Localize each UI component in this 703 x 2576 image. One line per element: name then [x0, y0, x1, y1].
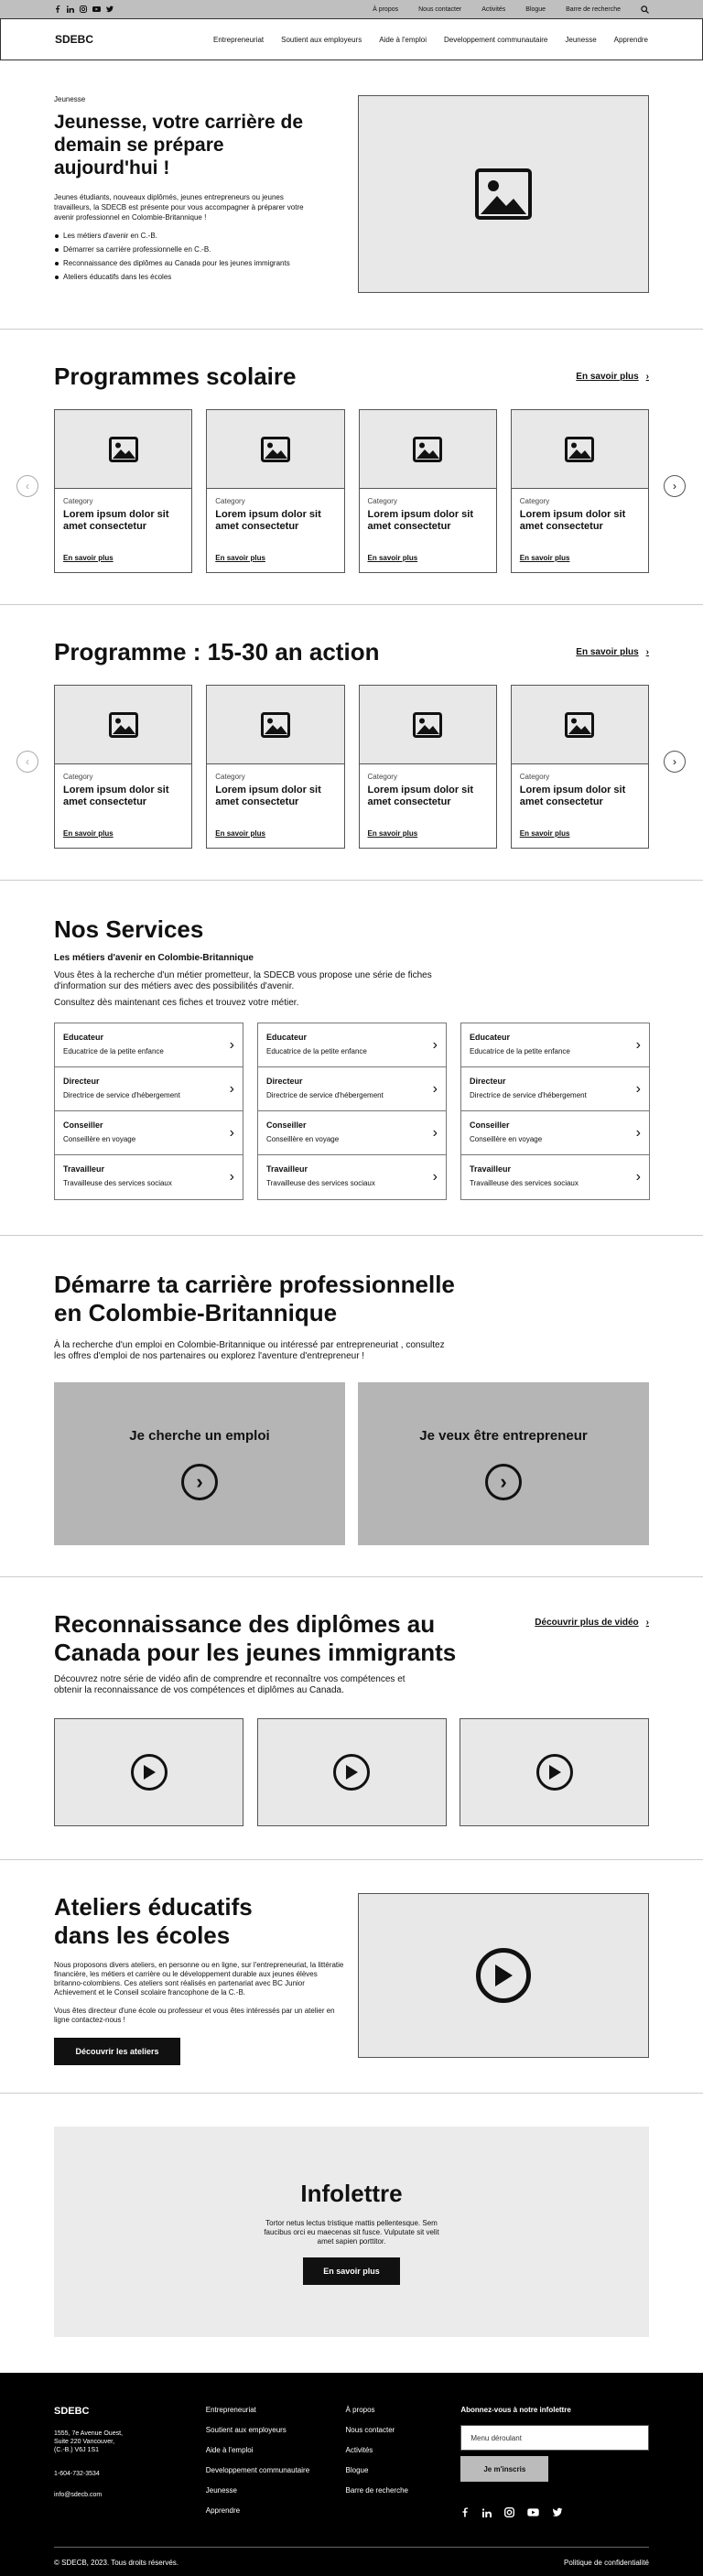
- arrow-right-circle-icon: ›: [181, 1464, 218, 1500]
- card-title: Lorem ipsum dolor sit amet consectetur: [215, 785, 321, 807]
- copyright: © SDECB, 2023. Tous droits réservés.: [54, 2559, 179, 2567]
- play-icon: [476, 1948, 531, 2003]
- nav-link-employeurs[interactable]: Soutient aux employeurs: [281, 35, 362, 44]
- util-link-contact[interactable]: Nous contacter: [418, 5, 462, 13]
- image-icon: [109, 437, 138, 462]
- nav-link-jeunesse[interactable]: Jeunesse: [565, 35, 597, 44]
- list-item: Les métiers d'avenir en C.-B.: [54, 232, 319, 240]
- social-links: [54, 5, 114, 13]
- footer-link[interactable]: Apprendre: [205, 2506, 241, 2515]
- more-label: En savoir plus: [576, 372, 639, 382]
- services-text: Vous êtes à la recherche d'un métier prometteur, la SDECB vous propose une série de fiches d'information sur des métiers avec des possibilités d'avenir.: [54, 970, 432, 991]
- service-item[interactable]: Educateur Educatrice de la petite enfance ›: [461, 1023, 649, 1067]
- video-thumbnail[interactable]: [54, 1718, 243, 1826]
- image-icon: [413, 712, 442, 738]
- card-link[interactable]: En savoir plus: [519, 829, 570, 838]
- card-category: Category: [519, 773, 550, 781]
- linkedin-icon[interactable]: [67, 5, 74, 13]
- chevron-right-icon: ›: [229, 1080, 234, 1097]
- card-link[interactable]: En savoir plus: [63, 554, 114, 562]
- services-column: [460, 1023, 650, 1200]
- footer-link[interactable]: Activités: [345, 2446, 373, 2454]
- hero-bullets: [54, 232, 319, 281]
- service-item[interactable]: Travailleur Travailleuse des services sociaux ›: [470, 1164, 641, 1187]
- card-title: Lorem ipsum dolor sit amet consectetur: [519, 785, 626, 807]
- chevron-right-icon: ›: [635, 1124, 641, 1141]
- programs2-cards: [0, 685, 703, 849]
- program-card[interactable]: [359, 685, 497, 849]
- util-link-activities[interactable]: Activités: [481, 5, 506, 13]
- program-card[interactable]: [511, 685, 649, 849]
- play-icon: [333, 1754, 370, 1791]
- nav-link-apprendre[interactable]: Apprendre: [613, 35, 648, 44]
- card-image: [207, 686, 343, 764]
- workshops-title: Ateliers éducatifs dans les écoles: [54, 1893, 253, 1949]
- entrepreneur-box[interactable]: [358, 1382, 649, 1545]
- card-link[interactable]: En savoir plus: [367, 554, 418, 562]
- image-icon: [413, 437, 442, 462]
- chevron-right-icon: ›: [645, 372, 649, 382]
- card-image: [360, 686, 496, 764]
- nav-link-communautaire[interactable]: Developpement communautaire: [443, 35, 548, 44]
- footer-column: [346, 2400, 461, 2521]
- programs2-more-link[interactable]: [576, 647, 649, 657]
- utility-bar: [0, 0, 703, 18]
- facebook-icon[interactable]: [54, 5, 61, 13]
- newsletter-text: Tortor netus lectus tristique mattis pellentesque. Sem faucibus orci eu maecenas sit fusce. Vulputate sit velit amet sapien porttitor.: [264, 2218, 439, 2246]
- career-title: Démarre ta carrière professionnelle en Colombie-Britannique: [54, 1271, 455, 1326]
- card-image: [360, 410, 496, 489]
- footer-column: [206, 2400, 346, 2521]
- card-link[interactable]: En savoir plus: [215, 554, 265, 562]
- chevron-right-icon: ›: [432, 1124, 438, 1141]
- chevron-right-icon: ›: [229, 1169, 234, 1185]
- diplomas-text: Découvrez notre série de vidéo afin de comprendre et reconnaître vos compétences et obtenir la reconnaissance de vos compétences et diplômes au Canada.: [54, 1674, 406, 1695]
- card-category: Category: [215, 497, 245, 505]
- video-thumbnail[interactable]: [257, 1718, 447, 1826]
- image-icon: [261, 437, 290, 462]
- footer: [0, 2373, 703, 2576]
- programs-section: [0, 330, 703, 604]
- card-title: Lorem ipsum dolor sit amet consectetur: [367, 509, 474, 532]
- program-card[interactable]: [511, 409, 649, 573]
- chevron-left-icon: ‹: [26, 755, 29, 768]
- list-item: Démarrer sa carrière professionnelle en C.-B.: [54, 245, 319, 254]
- chevron-right-icon: ›: [645, 647, 649, 657]
- newsletter-title: Infolettre: [300, 2179, 403, 2207]
- footer-link[interactable]: Jeunesse: [205, 2486, 237, 2495]
- footer-email[interactable]: info@sdecb.com: [54, 2492, 103, 2498]
- newsletter-dropdown[interactable]: Menu déroulant: [460, 2425, 649, 2451]
- workshops-section: [0, 1860, 703, 2093]
- facebook-icon[interactable]: [460, 2507, 470, 2517]
- service-item[interactable]: Travailleur Travailleuse des services sociaux ›: [63, 1164, 234, 1187]
- service-item[interactable]: Conseiller Conseillère en voyage ›: [55, 1111, 243, 1155]
- util-link-search[interactable]: Barre de recherche: [566, 5, 621, 13]
- box-title: Je cherche un emploi: [129, 1427, 270, 1444]
- services-subtitle: Les métiers d'avenir en Colombie-Britannique: [54, 953, 254, 963]
- youtube-icon[interactable]: [527, 2507, 539, 2517]
- card-title: Lorem ipsum dolor sit amet consectetur: [367, 785, 474, 807]
- footer-phone[interactable]: 1-604-732-3534: [54, 2471, 100, 2477]
- diplomas-more-link[interactable]: [535, 1618, 649, 1628]
- footer-link[interactable]: Nous contacter: [345, 2426, 395, 2434]
- box-title: Je veux être entrepreneur: [419, 1427, 588, 1444]
- career-section: [0, 1236, 703, 1576]
- services-text-2: Consultez dès maintenant ces fiches et trouvez votre métier.: [54, 998, 299, 1008]
- chevron-right-icon: ›: [432, 1080, 438, 1097]
- service-item[interactable]: Conseiller Conseillère en voyage ›: [461, 1111, 649, 1155]
- footer-logo[interactable]: SDEBC: [54, 2406, 90, 2417]
- service-item[interactable]: Educateur Educatrice de la petite enfance ›: [258, 1023, 446, 1067]
- programs2-section: [0, 605, 703, 880]
- workshops-button[interactable]: Découvrir les ateliers: [54, 2038, 180, 2065]
- carousel-next-button[interactable]: [664, 475, 686, 497]
- program-card[interactable]: [359, 409, 497, 573]
- footer-link[interactable]: Barre de recherche: [345, 2486, 408, 2495]
- workshops-text-2: Vous êtes directeur d'une école ou professeur et vous êtes intéressés par un atelier en ligne contactez-nous !: [54, 2007, 335, 2024]
- video-thumbnail[interactable]: [460, 1718, 649, 1826]
- footer-link[interactable]: Aide à l'emploi: [205, 2446, 254, 2454]
- youtube-icon[interactable]: [92, 5, 101, 13]
- hero-eyebrow: Jeunesse: [54, 95, 86, 103]
- image-icon: [565, 437, 594, 462]
- play-icon: [536, 1754, 573, 1791]
- chevron-right-icon: ›: [229, 1036, 234, 1053]
- util-link-about[interactable]: À propos: [373, 5, 399, 13]
- chevron-right-icon: ›: [673, 755, 676, 768]
- card-category: Category: [367, 497, 397, 505]
- hero-image: [358, 95, 649, 293]
- card-title: Lorem ipsum dolor sit amet consectetur: [215, 509, 321, 532]
- nav-link-emploi[interactable]: Aide à l'emploi: [379, 35, 427, 44]
- card-image: [55, 410, 191, 489]
- service-item[interactable]: Educateur Educatrice de la petite enfance ›: [55, 1023, 243, 1067]
- arrow-right-circle-icon: ›: [485, 1464, 522, 1500]
- chevron-right-icon: ›: [635, 1169, 641, 1185]
- chevron-right-icon: ›: [432, 1169, 438, 1185]
- workshops-video[interactable]: [358, 1893, 649, 2058]
- services-column: [54, 1023, 243, 1200]
- image-icon: [475, 168, 532, 220]
- services-column: [257, 1023, 447, 1200]
- chevron-right-icon: ›: [635, 1080, 641, 1097]
- nav-link-entrepreneuriat[interactable]: Entrepreneuriat: [212, 35, 265, 44]
- card-title: Lorem ipsum dolor sit amet consectetur: [519, 509, 626, 532]
- services-title: Nos Services: [54, 915, 204, 943]
- hero-intro: Jeunes étudiants, nouveaux diplômés, jeunes entrepreneurs ou jeunes travailleurs, la SDECB est présente pour vous accompagner à préparer votre avenir professionnel en Colombie-Britannique !: [54, 193, 304, 222]
- card-category: Category: [519, 497, 550, 505]
- service-item[interactable]: Conseiller Conseillère en voyage ›: [258, 1111, 446, 1155]
- privacy-link[interactable]: Politique de confidentialité: [564, 2559, 649, 2567]
- subscribe-title: Abonnez-vous à notre infolettre: [460, 2406, 571, 2414]
- instagram-icon[interactable]: [504, 2507, 514, 2517]
- service-item[interactable]: Directeur Directrice de service d'hébergement ›: [258, 1067, 446, 1111]
- card-title: Lorem ipsum dolor sit amet consectetur: [63, 509, 169, 532]
- programs2-title: Programme : 15-30 an action: [54, 638, 380, 666]
- program-card[interactable]: [54, 409, 192, 573]
- diplomas-section: [0, 1577, 703, 1859]
- carousel-next-button[interactable]: [664, 751, 686, 773]
- chevron-right-icon: ›: [673, 480, 676, 492]
- programs-more-link[interactable]: [576, 372, 649, 382]
- card-image: [512, 686, 648, 764]
- twitter-icon[interactable]: [106, 5, 114, 13]
- twitter-icon[interactable]: [552, 2507, 563, 2517]
- hero-section: [0, 60, 703, 329]
- diplomas-title: Reconnaissance des diplômes au Canada pour les jeunes immigrants: [54, 1610, 457, 1666]
- newsletter-section: [0, 2094, 703, 2373]
- footer-social: [460, 2507, 649, 2517]
- service-item[interactable]: Directeur Directrice de service d'hébergement ›: [461, 1067, 649, 1111]
- service-item[interactable]: Directeur Directrice de service d'hébergement ›: [55, 1067, 243, 1111]
- card-image: [512, 410, 648, 489]
- card-category: Category: [367, 773, 397, 781]
- linkedin-icon[interactable]: [482, 2508, 492, 2517]
- card-link[interactable]: En savoir plus: [519, 554, 570, 562]
- service-item[interactable]: Travailleur Travailleuse des services sociaux ›: [266, 1164, 438, 1187]
- services-section: [0, 881, 703, 1235]
- chevron-right-icon: ›: [229, 1124, 234, 1141]
- more-label: Découvrir plus de vidéo: [535, 1618, 639, 1628]
- list-item: Ateliers éducatifs dans les écoles: [54, 273, 319, 281]
- program-card[interactable]: [206, 685, 344, 849]
- programs-cards: [0, 409, 703, 573]
- program-card[interactable]: [206, 409, 344, 573]
- card-category: Category: [63, 773, 93, 781]
- card-link[interactable]: En savoir plus: [63, 829, 114, 838]
- job-search-box[interactable]: [54, 1382, 345, 1545]
- util-link-blog[interactable]: Blogue: [525, 5, 546, 13]
- footer-address: 1555, 7e Avenue Ouest, Suite 220 Vancouver, (C.-B.) V6J 1S1: [54, 2430, 123, 2453]
- chevron-right-icon: ›: [645, 1618, 649, 1628]
- card-title: Lorem ipsum dolor sit amet consectetur: [63, 785, 169, 807]
- image-icon: [261, 712, 290, 738]
- footer-link[interactable]: Soutient aux employeurs: [205, 2426, 287, 2434]
- chevron-right-icon: ›: [432, 1036, 438, 1053]
- carousel-prev-button[interactable]: [16, 751, 38, 773]
- subscribe-button[interactable]: Je m'inscris: [460, 2456, 548, 2482]
- more-label: En savoir plus: [576, 647, 639, 657]
- main-nav: [0, 18, 703, 60]
- footer-link[interactable]: Developpement communautaire: [205, 2466, 310, 2474]
- footer-link[interactable]: Blogue: [345, 2466, 369, 2474]
- program-card[interactable]: [54, 685, 192, 849]
- card-link[interactable]: En savoir plus: [367, 829, 418, 838]
- footer-link[interactable]: Entrepreneuriat: [205, 2406, 256, 2414]
- play-icon: [131, 1754, 168, 1791]
- list-item: Reconnaissance des diplômes au Canada pour les jeunes immigrants: [54, 259, 319, 267]
- footer-link[interactable]: À propos: [345, 2406, 375, 2414]
- image-icon: [565, 712, 594, 738]
- logo[interactable]: SDEBC: [55, 33, 94, 46]
- newsletter-button[interactable]: En savoir plus: [303, 2257, 400, 2285]
- hero-title: Jeunesse, votre carrière de demain se prépare aujourd'hui !: [54, 112, 303, 179]
- image-icon: [109, 712, 138, 738]
- search-icon[interactable]: [641, 5, 649, 14]
- workshops-text: Nous proposons divers ateliers, en personne ou en ligne, sur l'entrepreneuriat, la littératie financière, les métiers et carrière ou le développement durable aux jeunes élèves britanno-colombiens. Ces ateliers sont réalisés en partenariat avec BC Junior Achievement et le Conseil scolaire francophone de la C.-B.: [54, 1961, 344, 1997]
- chevron-left-icon: ‹: [26, 480, 29, 492]
- career-text: À la recherche d'un emploi en Colombie-Britannique ou intéressé par entrepreneuriat , consultez les offres d'emploi de nos partenaires ou explorez l'aventure d'entrepreneur !: [54, 1340, 445, 1361]
- programs-title: Programmes scolaire: [54, 363, 297, 390]
- card-link[interactable]: En savoir plus: [215, 829, 265, 838]
- instagram-icon[interactable]: [80, 5, 87, 13]
- card-image: [207, 410, 343, 489]
- card-category: Category: [215, 773, 245, 781]
- carousel-prev-button[interactable]: [16, 475, 38, 497]
- chevron-right-icon: ›: [635, 1036, 641, 1053]
- card-image: [55, 686, 191, 764]
- card-category: Category: [63, 497, 93, 505]
